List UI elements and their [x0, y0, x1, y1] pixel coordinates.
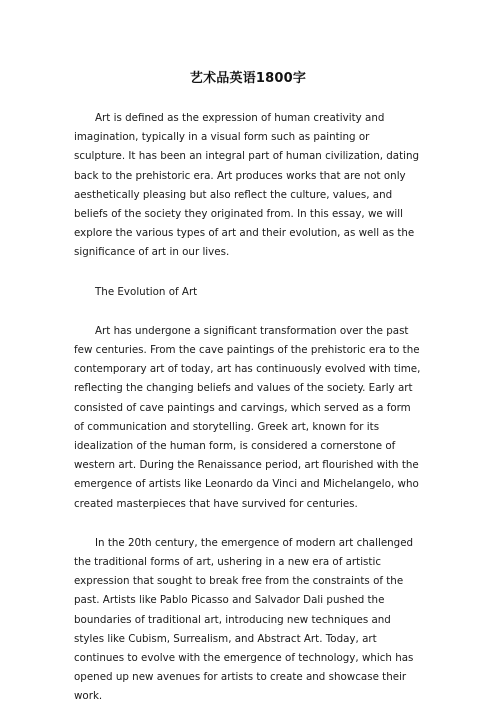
- paragraph-gap: [74, 514, 422, 534]
- document-body: [74, 109, 422, 707]
- section-heading: The Evolution of Art: [95, 285, 198, 298]
- paragraph-gap: [74, 263, 422, 283]
- intro-paragraph: Art is defined as the expression of human creativity and imagination, typically in a visual form such as painting or sculpture. It has been an integral part of human civilization, dating back to the prehistoric era. Art produces works that are not only aesthetically pleasing but also reflect the culture, values, and beliefs of the society they originated from. In this essay, we will explore the various types of art and their evolution, as well as the significance of art in our lives.: [74, 112, 420, 259]
- evolution-paragraph: Art has undergone a significant transformation over the past few centuries. From the cave paintings of the prehistoric era to the contemporary art of today, art has continuously evolved with time, reflecting the changing beliefs and values of the society. Early art consisted of cave paintings and carvings, which served as a form of communication and storytelling. Greek art, known for its idealization of the human form, is considered a cornerstone of western art. During the Renaissance period, art flourished with the emergence of artists like Leonardo da Vinci and Michelangelo, who created masterpieces that have survived for centuries.: [74, 324, 421, 510]
- document-title: 艺术品英语1800字: [189, 71, 307, 86]
- paragraph-gap: [74, 302, 422, 322]
- modern-art-paragraph: In the 20th century, the emergence of modern art challenged the traditional forms of art, ushering in a new era of artistic expression that sought to break free from the constraints of the past. Artists like Pablo Picasso and Salvador Dali pushed the boundaries of traditional art, introducing new techniques and styles like Cubism, Surrealism, and Abstract Art. Today, art continues to evolve with the emergence of technology, which has opened up new avenues for artists to create and showcase their work.: [74, 536, 414, 703]
